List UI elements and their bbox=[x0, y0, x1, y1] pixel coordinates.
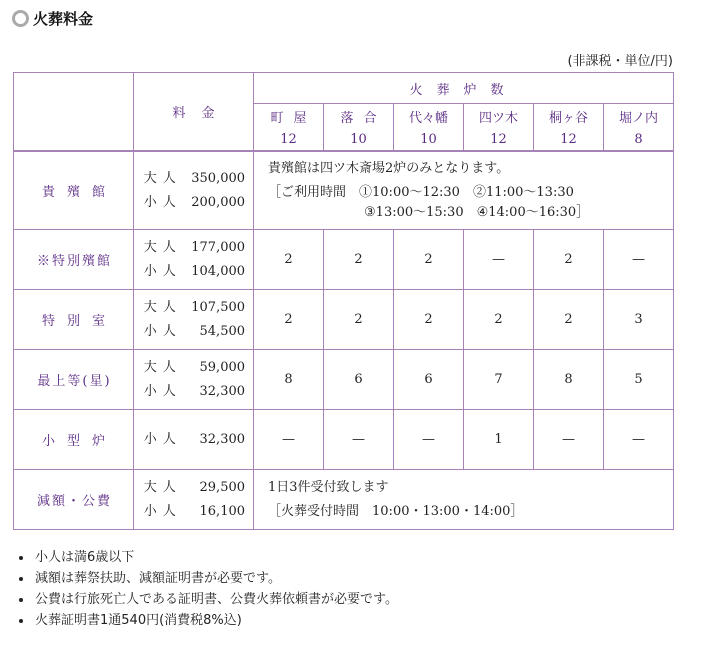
cremation-fee-table bbox=[13, 72, 674, 530]
venue-name: 町屋 bbox=[254, 104, 324, 129]
furnace-count: 2 bbox=[394, 290, 464, 350]
furnace-count: — bbox=[254, 410, 324, 470]
note-line: ③13:00～15:30 ④14:00～16:30］ bbox=[364, 204, 590, 220]
venue-furnace-count: 8 bbox=[604, 128, 674, 151]
child-label: 小人 bbox=[143, 194, 182, 210]
furnace-count: 2 bbox=[394, 230, 464, 290]
furnace-count: 2 bbox=[254, 230, 324, 290]
child-label: 小人 bbox=[143, 431, 182, 447]
child-price: 32,300 bbox=[199, 431, 246, 447]
furnace-count: — bbox=[604, 410, 674, 470]
furnace-count: 3 bbox=[604, 290, 674, 350]
row-note bbox=[254, 470, 674, 530]
row-name: ※特別殯館 bbox=[14, 230, 134, 290]
furnace-count: — bbox=[324, 410, 394, 470]
list-item: • 公費は行旅死亡人である証明書、公費火葬依頼書が必要です。 bbox=[33, 589, 398, 610]
adult-price: 177,000 bbox=[191, 239, 246, 255]
furnace-count: 6 bbox=[324, 350, 394, 410]
furnace-count: 2 bbox=[534, 230, 604, 290]
venue-name: 四ツ木 bbox=[464, 104, 534, 129]
corner-cell bbox=[14, 73, 134, 151]
venue-header: 火葬炉数 bbox=[254, 73, 674, 104]
section-title bbox=[12, 8, 93, 28]
child-label: 小人 bbox=[143, 263, 182, 279]
furnace-count: 2 bbox=[324, 230, 394, 290]
furnace-count: 2 bbox=[534, 290, 604, 350]
furnace-count: — bbox=[394, 410, 464, 470]
section-title-text: 火葬料金 bbox=[33, 9, 94, 28]
adult-price: 107,500 bbox=[191, 299, 246, 315]
venue-furnace-count: 10 bbox=[394, 128, 464, 151]
adult-label: 大人 bbox=[143, 239, 182, 255]
circle-bullet-icon bbox=[12, 10, 29, 27]
venue-furnace-count: 12 bbox=[464, 128, 534, 151]
furnace-count: 7 bbox=[464, 350, 534, 410]
row-name: 減額・公費 bbox=[14, 470, 134, 530]
child-label: 小人 bbox=[143, 383, 182, 399]
child-price: 16,100 bbox=[199, 503, 246, 519]
adult-price: 29,500 bbox=[199, 479, 246, 495]
venue-name: 落合 bbox=[324, 104, 394, 129]
child-price: 32,300 bbox=[199, 383, 246, 399]
furnace-count: 6 bbox=[394, 350, 464, 410]
furnace-count: 1 bbox=[464, 410, 534, 470]
child-price: 54,500 bbox=[199, 323, 246, 339]
furnace-count: 2 bbox=[324, 290, 394, 350]
unit-note: (非課税・単位/円) bbox=[567, 54, 673, 69]
furnace-count: 2 bbox=[464, 290, 534, 350]
child-label: 小人 bbox=[143, 503, 182, 519]
fee-header: 料金 bbox=[134, 73, 254, 151]
furnace-count: 8 bbox=[254, 350, 324, 410]
adult-label: 大人 bbox=[143, 170, 182, 186]
venue-furnace-count: 10 bbox=[324, 128, 394, 151]
note-line: 貴殯館は四ツ木斎場2炉のみとなります。 bbox=[268, 160, 510, 176]
furnace-count: — bbox=[604, 230, 674, 290]
furnace-count: 5 bbox=[604, 350, 674, 410]
table-row bbox=[14, 470, 674, 530]
furnace-count: 8 bbox=[534, 350, 604, 410]
table-row bbox=[14, 290, 674, 350]
footnote-list bbox=[16, 547, 398, 631]
venue-name: 桐ヶ谷 bbox=[534, 104, 604, 129]
row-name: 小型炉 bbox=[14, 410, 134, 470]
list-item: • 小人は満6歳以下 bbox=[33, 547, 398, 568]
furnace-count: — bbox=[534, 410, 604, 470]
child-price: 200,000 bbox=[191, 194, 246, 210]
table-row bbox=[14, 230, 674, 290]
adult-label: 大人 bbox=[143, 479, 182, 495]
note-line: ［ご利用時間 ①10:00～12:30 ②11:00～13:30 bbox=[268, 184, 574, 200]
venue-name: 代々幡 bbox=[394, 104, 464, 129]
table-row bbox=[14, 410, 674, 470]
row-name: 最上等(星) bbox=[14, 350, 134, 410]
row-name: 貴殯館 bbox=[14, 152, 134, 230]
note-line: ［火葬受付時間 10:00・13:00・14:00］ bbox=[268, 503, 524, 519]
furnace-count: — bbox=[464, 230, 534, 290]
list-item: • 減額は葬祭扶助、減額証明書が必要です。 bbox=[33, 568, 398, 589]
adult-price: 59,000 bbox=[199, 359, 246, 375]
venue-furnace-count: 12 bbox=[254, 128, 324, 151]
adult-price: 350,000 bbox=[191, 170, 246, 186]
adult-label: 大人 bbox=[143, 299, 182, 315]
venue-furnace-count: 12 bbox=[534, 128, 604, 151]
list-item: • 火葬証明書1通540円(消費税8%込) bbox=[33, 610, 398, 631]
note-line: 1日3件受付致します bbox=[268, 479, 389, 495]
row-note bbox=[254, 152, 674, 230]
row-name: 特別室 bbox=[14, 290, 134, 350]
adult-label: 大人 bbox=[143, 359, 182, 375]
venue-name: 堀ノ内 bbox=[604, 104, 674, 129]
table-row bbox=[14, 152, 674, 230]
child-label: 小人 bbox=[143, 323, 182, 339]
child-price: 104,000 bbox=[191, 263, 246, 279]
table-row bbox=[14, 350, 674, 410]
furnace-count: 2 bbox=[254, 290, 324, 350]
